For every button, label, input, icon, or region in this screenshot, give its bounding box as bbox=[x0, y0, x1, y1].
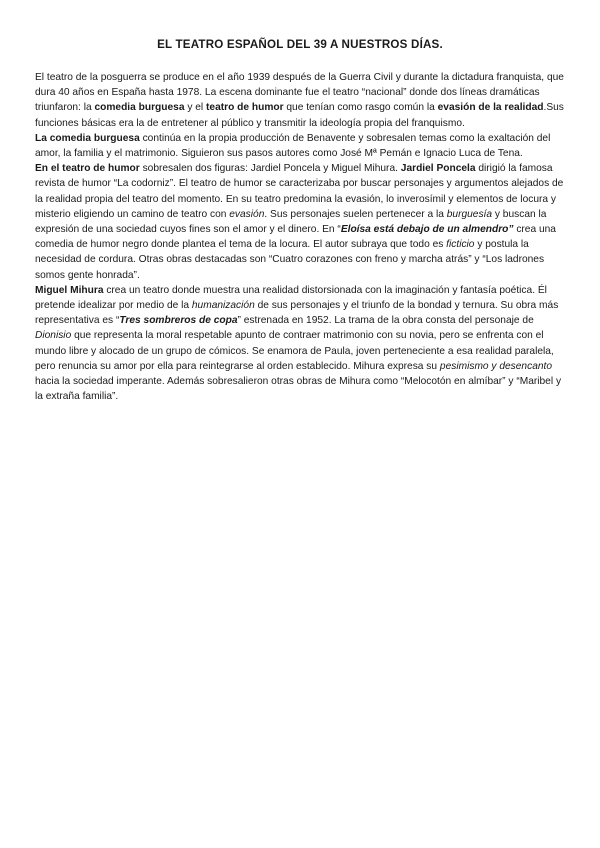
bold-term: Jardiel Poncela bbox=[400, 163, 476, 175]
text-span: .Sus funciones básicas era la de entretener al público y transmitir la ideología propia del franquismo. bbox=[35, 102, 564, 129]
text-span: y postula la necesidad de cordura. Otras obras destacadas son “Cuatro corazones con freno y marcha atrás” y “Los ladrones somos gente honrada”. bbox=[35, 239, 545, 281]
text-span: que representa la moral respetable apunto de contraer matrimonio con su novia, pero se enfrenta con el mundo libre y alocado de un grupo de cómicos. Se enamora de Paula, joven perteneciente a esa realidad paralela, pero renuncia su amor por ella para reintegrarse al orden establecido. Mihura expresa su bbox=[35, 330, 554, 372]
paragraph-intro bbox=[35, 70, 567, 131]
italic-term: burguesía bbox=[446, 208, 493, 220]
document-title: EL TEATRO ESPAÑOL DEL 39 A NUESTROS DÍAS. bbox=[157, 38, 443, 51]
text-span: y el bbox=[184, 102, 207, 114]
italic-term: ficticio bbox=[446, 239, 475, 251]
text-span: hacia la sociedad imperante. Además sobresalieron otras obras de Mihura como “Melocotón en almíbar” y “Maribel y la extraña familia”. bbox=[35, 376, 562, 403]
document-body bbox=[35, 70, 567, 404]
paragraph-comedia-burguesa bbox=[35, 131, 567, 161]
paragraph-miguel-mihura bbox=[35, 283, 567, 405]
bold-term: evasión de la realidad bbox=[437, 102, 544, 114]
text-span: El teatro de la posguerra se produce en el año 1939 después de la Guerra Civil y durante la dictadura franquista, que dura 40 años en España hasta 1978. La escena dominante fue el teatro “nacional” donde dos líneas dramáticas triunfaron: la bbox=[35, 72, 564, 114]
text-span: crea una comedia de humor negro donde plantea el tema de la locura. El autor subraya que todo es bbox=[35, 224, 556, 251]
text-span: sobresalen dos figuras: Jardiel Poncela y Miguel Mihura. bbox=[139, 163, 401, 175]
text-span: y buscan la expresión de una sociedad cuyos fines son el amor y el dinero. En “ bbox=[35, 208, 547, 236]
bold-term: teatro de humor bbox=[206, 102, 284, 114]
bold-italic-title: Tres sombreros de copa bbox=[119, 315, 238, 327]
paragraph-teatro-humor bbox=[35, 161, 567, 283]
text-span: crea un teatro donde muestra una realidad distorsionada con la imaginación y fantasía poética. Él pretende idealizar por medio de la bbox=[35, 284, 547, 312]
text-span: que tenían como rasgo común la bbox=[283, 102, 438, 114]
bold-term: La comedia burguesa bbox=[35, 132, 140, 144]
italic-term: Dionisio bbox=[35, 330, 72, 342]
bold-italic-title: Eloísa está debajo de un almendro” bbox=[340, 224, 514, 236]
text-span: . Sus personajes suelen pertenecer a la bbox=[264, 208, 447, 220]
italic-term: evasión bbox=[229, 208, 265, 220]
italic-term: pesimismo y desencanto bbox=[439, 360, 553, 372]
text-span: ” estrenada en 1952. La trama de la obra consta del personaje de bbox=[237, 315, 534, 327]
italic-term: humanización bbox=[191, 300, 255, 312]
bold-term: Miguel Mihura bbox=[35, 284, 104, 296]
text-span: continúa en la propia producción de Benavente y sobresalen temas como la exaltación del amor, la familia y el matrimonio. Siguieron sus pasos autores como José Mª Pemán e Ignacio Luca de Tena. bbox=[35, 132, 551, 160]
text-span: dirigió la famosa revista de humor “La codorniz”. El teatro de humor se caracterizaba por buscar personajes y argumentos alejados de la realidad propia del teatro del momento. En su teatro predomina la evasión, lo inverosímil y elementos de locura y misterio eligiendo un camino de teatro con bbox=[35, 163, 564, 220]
bold-term: comedia burguesa bbox=[94, 102, 185, 114]
bold-term: En el teatro de humor bbox=[35, 163, 140, 175]
text-span: de sus personajes y el triunfo de la bondad y ternura. Su obra más representativa es “ bbox=[35, 300, 559, 327]
